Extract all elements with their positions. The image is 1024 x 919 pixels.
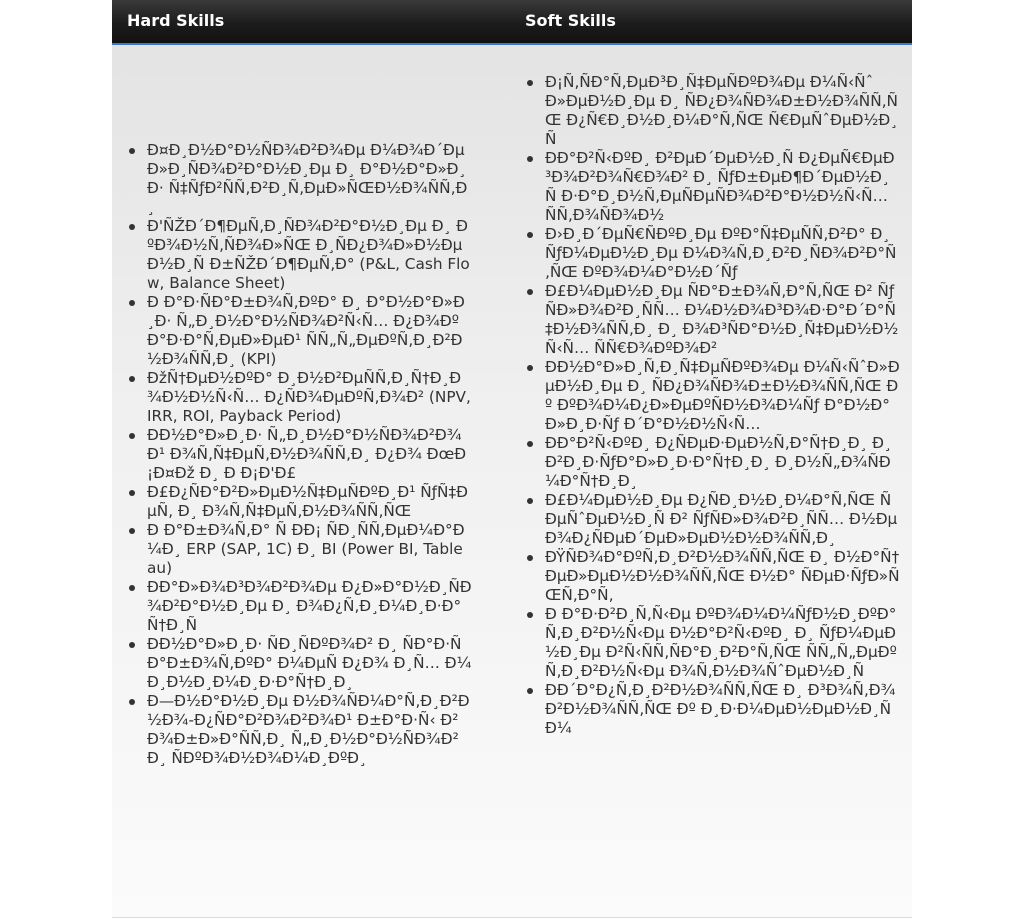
soft-skill-item: Ð£Ð¼ÐµÐ½Ð¸Ðµ Ð¿ÑÐ¸Ð½Ð¸Ð¼Ð°Ñ‚ÑŒ ÑÐµÑˆÐµÐ½Ð¸Ñ Ð² ÑƒÑÐ»Ð¾Ð²Ð¸ÑÑ… Ð½ÐµÐ¾Ð¿ÑÐµÐ´ÐµÐ»ÐµÐ½Ð½Ð¾ÑÑ‚Ð¸ xyxy=(525,491,900,548)
hard-skill-item: Ð¤Ð¸Ð½Ð°Ð½ÑÐ¾Ð²Ð¾Ðµ Ð¼Ð¾Ð´ÐµÐ»Ð¸ÑÐ¾Ð²Ð°Ð½Ð¸Ðµ Ð¸ Ð°Ð½Ð°Ð»Ð¸Ð· Ñ‡ÑƒÐ²ÑÑ‚Ð²Ð¸Ñ‚ÐµÐ»ÑŒÐ½Ð¾ÑÑ‚Ð¸ xyxy=(127,141,472,217)
soft-skill-item: ÐŸÑÐ¾Ð°ÐºÑ‚Ð¸Ð²Ð½Ð¾ÑÑ‚ÑŒ Ð¸ Ð½Ð°Ñ†ÐµÐ»ÐµÐ½Ð½Ð¾ÑÑ‚ÑŒ Ð½Ð° ÑÐµÐ·ÑƒÐ»ÑŒÑ‚Ð°Ñ‚ xyxy=(525,548,900,605)
table-header-row xyxy=(112,0,912,45)
hard-skill-item: ÐÐ½Ð°Ð»Ð¸Ð· ÑÐ¸ÑÐºÐ¾Ð² Ð¸ ÑÐ°Ð·ÑÐ°Ð±Ð¾Ñ‚ÐºÐ° Ð¼ÐµÑ Ð¿Ð¾ Ð¸Ñ… Ð¼Ð¸Ð½Ð¸Ð¼Ð¸Ð·Ð°Ñ†Ð¸Ð¸ xyxy=(127,635,472,692)
soft-skill-item: Ð¡Ñ‚ÑÐ°Ñ‚ÐµÐ³Ð¸Ñ‡ÐµÑÐºÐ¾Ðµ Ð¼Ñ‹ÑˆÐ»ÐµÐ½Ð¸Ðµ Ð¸ ÑÐ¿Ð¾ÑÐ¾Ð±Ð½Ð¾ÑÑ‚ÑŒ Ð¿Ñ€Ð¸Ð½Ð¸Ð¼Ð°Ñ‚ÑŒ Ñ€ÐµÑˆÐµÐ½Ð¸Ñ xyxy=(525,73,900,149)
hard-skill-item: ÐÐ½Ð°Ð»Ð¸Ð· Ñ„Ð¸Ð½Ð°Ð½ÑÐ¾Ð²Ð¾Ð¹ Ð¾Ñ‚Ñ‡ÐµÑ‚Ð½Ð¾ÑÑ‚Ð¸ Ð¿Ð¾ ÐœÐ¡Ð¤Ðž Ð¸ Ð Ð¡Ð'Ð£ xyxy=(127,426,472,483)
soft-skill-item: Ð£Ð¼ÐµÐ½Ð¸Ðµ ÑÐ°Ð±Ð¾Ñ‚Ð°Ñ‚ÑŒ Ð² ÑƒÑÐ»Ð¾Ð²Ð¸ÑÑ… Ð¼Ð½Ð¾Ð³Ð¾Ð·Ð°Ð´Ð°Ñ‡Ð½Ð¾ÑÑ‚Ð¸ Ð¸ Ð¾Ð³ÑÐ°Ð½Ð¸Ñ‡ÐµÐ½Ð½Ñ‹Ñ… ÑÑ€Ð¾ÐºÐ¾Ð² xyxy=(525,282,900,358)
hard-skill-item: Ð Ð°Ð±Ð¾Ñ‚Ð° Ñ ÐÐ¡ ÑÐ¸ÑÑ‚ÐµÐ¼Ð°Ð¼Ð¸ ERP (SAP, 1C) Ð¸ BI (Power BI, Tableau) xyxy=(127,521,472,578)
hard-skill-item: ÐžÑ†ÐµÐ½ÐºÐ° Ð¸Ð½Ð²ÐµÑÑ‚Ð¸Ñ†Ð¸Ð¾Ð½Ð½Ñ‹Ñ… Ð¿ÑÐ¾ÐµÐºÑ‚Ð¾Ð² (NPV, IRR, ROI, Payback Period) xyxy=(127,369,472,426)
skills-table xyxy=(112,0,912,918)
soft-skills-list xyxy=(525,73,900,738)
hard-skill-item: Ð—Ð½Ð°Ð½Ð¸Ðµ Ð½Ð¾ÑÐ¼Ð°Ñ‚Ð¸Ð²Ð½Ð¾-Ð¿ÑÐ°Ð²Ð¾Ð²Ð¾Ð¹ Ð±Ð°Ð·Ñ‹ Ð² Ð¾Ð±Ð»Ð°ÑÑ‚Ð¸ Ñ„Ð¸Ð½Ð°Ð½ÑÐ¾Ð² Ð¸ ÑÐºÐ¾Ð½Ð¾Ð¼Ð¸ÐºÐ¸ xyxy=(127,692,472,768)
soft-skill-item: ÐÐ´Ð°Ð¿Ñ‚Ð¸Ð²Ð½Ð¾ÑÑ‚ÑŒ Ð¸ Ð³Ð¾Ñ‚Ð¾Ð²Ð½Ð¾ÑÑ‚ÑŒ Ðº Ð¸Ð·Ð¼ÐµÐ½ÐµÐ½Ð¸ÑÐ¼ xyxy=(525,681,900,738)
soft-skill-item: ÐÐ°Ð²Ñ‹ÐºÐ¸ Ð²ÐµÐ´ÐµÐ½Ð¸Ñ Ð¿ÐµÑ€ÐµÐ³Ð¾Ð²Ð¾Ñ€Ð¾Ð² Ð¸ ÑƒÐ±ÐµÐ¶Ð´ÐµÐ½Ð¸Ñ Ð·Ð°Ð¸Ð½Ñ‚ÐµÑÐµÑÐ¾Ð²Ð°Ð½Ð½Ñ‹Ñ… ÑÑ‚Ð¾ÑÐ¾Ð½ xyxy=(525,149,900,225)
hard-skill-item: Ð'ÑŽÐ´Ð¶ÐµÑ‚Ð¸ÑÐ¾Ð²Ð°Ð½Ð¸Ðµ Ð¸ ÐºÐ¾Ð½Ñ‚ÑÐ¾Ð»ÑŒ Ð¸ÑÐ¿Ð¾Ð»Ð½ÐµÐ½Ð¸Ñ Ð±ÑŽÐ´Ð¶ÐµÑ‚Ð° (P&L, Cash Flow, Balance Sheet) xyxy=(127,217,472,293)
hard-skills-list xyxy=(127,141,472,768)
hard-skill-item: ÐÐ°Ð»Ð¾Ð³Ð¾Ð²Ð¾Ðµ Ð¿Ð»Ð°Ð½Ð¸ÑÐ¾Ð²Ð°Ð½Ð¸Ðµ Ð¸ Ð¾Ð¿Ñ‚Ð¸Ð¼Ð¸Ð·Ð°Ñ†Ð¸Ñ xyxy=(127,578,472,635)
soft-skill-item: Ð Ð°Ð·Ð²Ð¸Ñ‚Ñ‹Ðµ ÐºÐ¾Ð¼Ð¼ÑƒÐ½Ð¸ÐºÐ°Ñ‚Ð¸Ð²Ð½Ñ‹Ðµ Ð½Ð°Ð²Ñ‹ÐºÐ¸ Ð¸ ÑƒÐ¼ÐµÐ½Ð¸Ðµ Ð²Ñ‹ÑÑ‚ÑÐ°Ð¸Ð²Ð°Ñ‚ÑŒ ÑÑ„Ñ„ÐµÐºÑ‚Ð¸Ð²Ð½Ñ‹Ðµ Ð¾Ñ‚Ð½Ð¾ÑˆÐµÐ½Ð¸Ñ xyxy=(525,605,900,681)
hard-skill-item: Ð£Ð¿ÑÐ°Ð²Ð»ÐµÐ½Ñ‡ÐµÑÐºÐ¸Ð¹ ÑƒÑ‡ÐµÑ‚ Ð¸ Ð¾Ñ‚Ñ‡ÐµÑ‚Ð½Ð¾ÑÑ‚ÑŒ xyxy=(127,483,472,521)
soft-skill-item: ÐÐ½Ð°Ð»Ð¸Ñ‚Ð¸Ñ‡ÐµÑÐºÐ¾Ðµ Ð¼Ñ‹ÑˆÐ»ÐµÐ½Ð¸Ðµ Ð¸ ÑÐ¿Ð¾ÑÐ¾Ð±Ð½Ð¾ÑÑ‚ÑŒ Ðº ÐºÐ¾Ð¼Ð¿Ð»ÐµÐºÑÐ½Ð¾Ð¼Ñƒ Ð°Ð½Ð°Ð»Ð¸Ð·Ñƒ Ð´Ð°Ð½Ð½Ñ‹Ñ… xyxy=(525,358,900,434)
hard-skills-header: Hard Skills xyxy=(127,11,225,30)
hard-skill-item: Ð Ð°Ð·ÑÐ°Ð±Ð¾Ñ‚ÐºÐ° Ð¸ Ð°Ð½Ð°Ð»Ð¸Ð· Ñ„Ð¸Ð½Ð°Ð½ÑÐ¾Ð²Ñ‹Ñ… Ð¿Ð¾ÐºÐ°Ð·Ð°Ñ‚ÐµÐ»ÐµÐ¹ ÑÑ„Ñ„ÐµÐºÑ‚Ð¸Ð²Ð½Ð¾ÑÑ‚Ð¸ (KPI) xyxy=(127,293,472,369)
soft-skill-item: ÐÐ°Ð²Ñ‹ÐºÐ¸ Ð¿ÑÐµÐ·ÐµÐ½Ñ‚Ð°Ñ†Ð¸Ð¸ Ð¸ Ð²Ð¸Ð·ÑƒÐ°Ð»Ð¸Ð·Ð°Ñ†Ð¸Ð¸ Ð¸Ð½Ñ„Ð¾ÑÐ¼Ð°Ñ†Ð¸Ð¸ xyxy=(525,434,900,491)
soft-skills-header: Soft Skills xyxy=(525,11,616,30)
soft-skill-item: Ð›Ð¸Ð´ÐµÑ€ÑÐºÐ¸Ðµ ÐºÐ°Ñ‡ÐµÑÑ‚Ð²Ð° Ð¸ ÑƒÐ¼ÐµÐ½Ð¸Ðµ Ð¼Ð¾Ñ‚Ð¸Ð²Ð¸ÑÐ¾Ð²Ð°Ñ‚ÑŒ ÐºÐ¾Ð¼Ð°Ð½Ð´Ñƒ xyxy=(525,225,900,282)
